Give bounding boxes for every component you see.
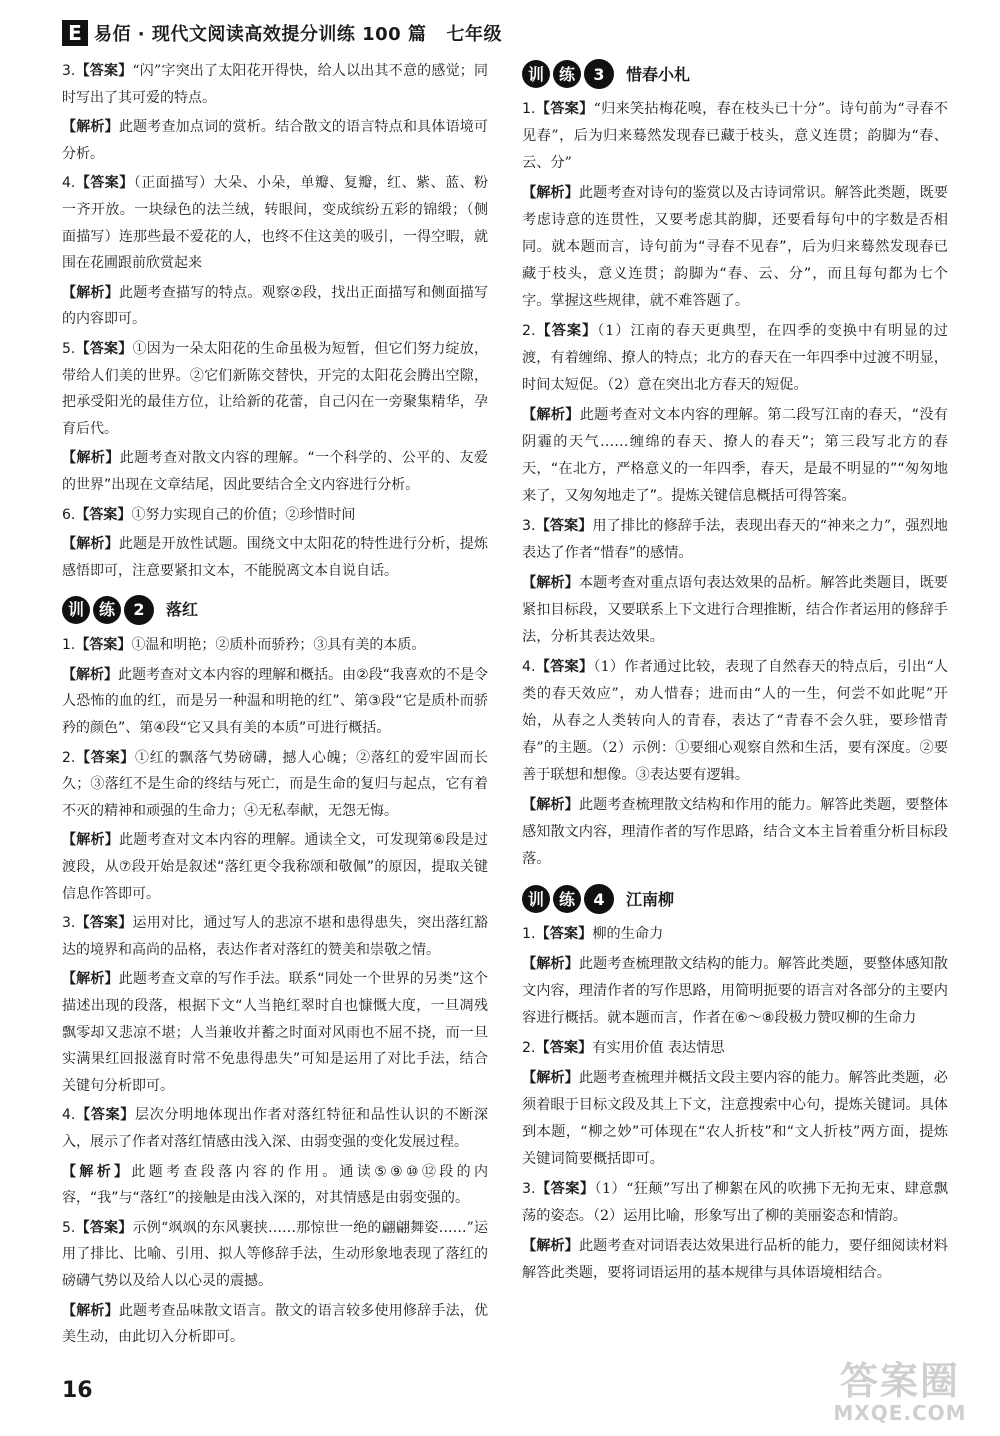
- answer-label: 【答案】: [535, 926, 593, 942]
- answer-label: 【答案】: [75, 1107, 136, 1124]
- analysis-text: 此题考查对文本内容的理解和概括。由②段“我喜欢的不是令人恐怖的血的红，而是另一种温和明艳的红”、第③段“它是质朴而骄矜的颜色”、第④段“它又具有美的本质”可进行概括。: [62, 666, 488, 737]
- answer-text: 示例“飒飒的东风裹挟……那惊世一绝的翩翩舞姿……”运用了排比、比喻、引用、拟人等修辞手法，生动形象地表现了落红的磅礴气势以及给人以心灵的震撼。: [62, 1219, 488, 1289]
- analysis-label: 【解析】: [62, 536, 119, 553]
- answer-paragraph: [522, 96, 948, 177]
- section-header: [522, 58, 948, 90]
- answer-label: 【答案】: [75, 63, 133, 79]
- answer-paragraph: [62, 336, 488, 442]
- analysis-paragraph: [522, 792, 948, 873]
- section-header: [522, 883, 948, 915]
- analysis-paragraph: [522, 1233, 948, 1287]
- question-number: 1.: [522, 101, 536, 117]
- analysis-paragraph: [62, 1159, 488, 1212]
- section-number-badge: 3: [584, 59, 614, 89]
- answer-text: 有实用价值 表达情思: [592, 1040, 725, 1056]
- answer-label: 【答案】: [535, 659, 594, 675]
- analysis-text: 本题考查对重点语句表达效果的品析。解答此类题目，既要紧扣目标段，又要联系上下文进行合理推断，结合作者运用的修辞手法，分析其表达效果。: [522, 575, 948, 645]
- analysis-paragraph: [62, 114, 488, 167]
- section-number-badge: 4: [584, 884, 614, 914]
- train-badge-1: 训: [522, 885, 550, 913]
- analysis-label: 【解析】: [522, 1238, 579, 1254]
- answer-paragraph: [522, 513, 948, 567]
- section-title: 江南柳: [626, 889, 675, 909]
- question-number: 4.: [62, 175, 76, 192]
- answer-text: ①红的飘落气势磅礴，撼人心魄；②落红的爱牢固而长久；③落红不是生命的终结与死亡，而是生命的复归与起点，它有着不灭的精神和顽强的生命力；④无私奉献，无怨无悔。: [62, 749, 489, 819]
- answer-label: 【答案】: [75, 1219, 133, 1236]
- answer-paragraph: [522, 1176, 948, 1230]
- answer-paragraph: [62, 502, 488, 529]
- analysis-text: 此题考查描写的特点。观察②段，找出正面描写和侧面描写的内容即可。: [62, 284, 488, 328]
- section-header: [62, 594, 488, 626]
- answer-text: （正面描写）大朵、小朵，单瓣、复瓣，红、紫、蓝、粉一齐开放。一块绿色的法兰绒，转眼间，变成缤纷五彩的锦缎；（侧面描写）连那些最不爱花的人，也终不住这美的吸引，一得空暇，就围在花圃跟前欣赏起来: [62, 175, 489, 272]
- analysis-text: 此题考查对文本内容的理解。第二段写江南的春天，“没有阴霾的天气……缠绵的春天、撩人的春天”；第三段写北方的春天，“在北方，严格意义的一年四季，春天，是最不明显的”“匆匆地来了，又匆匆地走了”。提炼关键信息概括可得答案。: [522, 407, 948, 504]
- page-number: 16: [62, 1378, 93, 1403]
- analysis-paragraph: [522, 180, 948, 315]
- analysis-text: 此题考查对文本内容的理解。通读全文，可发现第⑥段是过渡段，从⑦段开始是叙述“落红更令我称颂和敬佩”的原因，提取关键信息作答即可。: [62, 832, 488, 902]
- answer-label: 【答案】: [75, 915, 133, 932]
- analysis-paragraph: [62, 662, 488, 742]
- answer-label: 【答案】: [535, 101, 594, 117]
- analysis-label: 【解析】: [62, 119, 119, 136]
- train-badge-2: 练: [553, 885, 581, 913]
- analysis-paragraph: [62, 531, 488, 584]
- answer-text: 运用对比，通过写人的悲凉不堪和患得患失，突出落红豁达的境界和高尚的品格，表达作者对落红的赞美和崇敬之情。: [62, 915, 489, 958]
- analysis-label: 【解析】: [522, 797, 579, 813]
- analysis-label: 【解析】: [62, 971, 119, 988]
- answer-text: “归来笑拈梅花嗅，春在枝头已十分”。诗句前为“寻春不见春”，后为归来蓦然发现春已藏于枝头，意义连贯；韵脚为“春、云、分”: [522, 101, 948, 171]
- analysis-paragraph: [62, 827, 488, 907]
- analysis-paragraph: [522, 570, 948, 651]
- question-number: 1.: [522, 926, 536, 942]
- analysis-text: 此题考查文章的写作手法。联系“同处一个世界的另类”这个描述出现的段落，根据下文“人当艳红翠时自也慷慨大度，一旦凋残飘零却又悲凉不堪；人当兼收并蓄之时面对风雨也不屈不挠，而一旦实满果红回报滋育时常不免患得患失”可知是运用了对比手法，结合关键句分析即可。: [62, 971, 488, 1094]
- analysis-paragraph: [522, 402, 948, 510]
- answer-paragraph: [62, 910, 488, 963]
- question-number: 6.: [62, 506, 76, 523]
- answer-paragraph: [62, 1102, 488, 1155]
- answer-label: 【答案】: [75, 749, 136, 766]
- watermark: [810, 1360, 990, 1430]
- analysis-label: 【解析】: [62, 1163, 132, 1180]
- question-number: 1.: [62, 637, 76, 654]
- question-number: 3.: [522, 1181, 536, 1197]
- analysis-text: 此题考查对诗句的鉴赏以及古诗词常识。解答此类题，既要考虑诗意的连贯性，又要考虑其韵脚，还要看每句中的字数是否相同。就本题而言，诗句前为“寻春不见春”，后为归来蓦然发现春已藏于枝头，意义连贯；韵脚为“春、云、分”，而且每句都为七个字。掌握这些规律，就不难答题了。: [522, 185, 948, 309]
- section-title: 惜春小札: [626, 64, 691, 84]
- train-badge-2: 练: [553, 60, 581, 88]
- analysis-text: 此题考查加点词的赏析。结合散文的语言特点和具体语境可分析。: [62, 119, 488, 162]
- answer-paragraph: [62, 1215, 488, 1295]
- question-number: 5.: [62, 1219, 76, 1236]
- analysis-text: 此题考查对散文内容的理解。“一个科学的、公平的、友爱的世界”出现在文章结尾，因此要结合全文内容进行分析。: [62, 450, 488, 493]
- section-number-badge: 2: [124, 595, 154, 625]
- analysis-text: 此题考查梳理散文结构和作用的能力。解答此类题，要整体感知散文内容，理清作者的写作思路，结合文本主旨着重分析目标段落。: [522, 797, 948, 867]
- answer-label: 【答案】: [75, 637, 132, 654]
- analysis-paragraph: [522, 951, 948, 1032]
- analysis-label: 【解析】: [522, 185, 579, 201]
- answer-text: 柳的生命力: [592, 926, 664, 942]
- book-title: 易佰 · 现代文阅读高效提分训练 100 篇: [94, 24, 427, 45]
- answer-paragraph: [62, 170, 488, 276]
- question-number: 2.: [522, 323, 536, 339]
- answer-paragraph: [62, 58, 488, 111]
- question-number: 3.: [522, 518, 536, 534]
- analysis-text: 此题考查梳理散文结构的能力。解答此类题，要整体感知散文内容，理清作者的写作思路，用简明扼要的语言对各部分的主要内容进行概括。就本题而言，作者在⑥～⑧段极力赞叹柳的生命力: [522, 956, 948, 1026]
- answer-label: 【答案】: [535, 323, 598, 339]
- analysis-paragraph: [62, 966, 488, 1099]
- train-badge-1: 训: [522, 60, 550, 88]
- watermark-url: MXQE.COM: [833, 1401, 967, 1425]
- analysis-text: 此题是开放性试题。围绕文中太阳花的特性进行分析，提炼感悟即可，注意要紧扣文本，不能脱离文本自说自话。: [62, 536, 488, 579]
- analysis-text: 此题考查段落内容的作用。通读⑤⑨⑩⑫段的内容，“我”与“落红”的接触是由浅入深的，对其情感是由弱变强的。: [62, 1163, 488, 1207]
- analysis-label: 【解析】: [522, 575, 579, 591]
- answer-paragraph: [522, 654, 948, 789]
- answer-paragraph: [522, 1035, 948, 1062]
- analysis-paragraph: [62, 445, 488, 498]
- section-title: 落红: [166, 599, 199, 619]
- question-number: 2.: [522, 1040, 536, 1056]
- brand-logo: E: [62, 20, 88, 46]
- analysis-paragraph: [62, 1298, 488, 1351]
- analysis-paragraph: [62, 280, 488, 333]
- answer-label: 【答案】: [75, 175, 134, 192]
- answer-text: ①因为一朵太阳花的生命虽极为短暂，但它们努力绽放，带给人们美的世界。②它们新陈交替快，开完的太阳花会腾出空隙，把承受阳光的最佳方位，让给新的花蕾，自己闪在一旁聚集精华，孕育后代。: [62, 340, 489, 437]
- analysis-label: 【解析】: [522, 956, 579, 972]
- answer-paragraph: [522, 921, 948, 948]
- answer-text: （1）“狂颠”写出了柳絮在风的吹拂下无拘无束、肆意飘荡的姿态。（2）运用比喻，形象写出了柳的美丽姿态和情韵。: [522, 1181, 948, 1224]
- analysis-text: 此题考查对词语表达效果进行品析的能力，要仔细阅读材料解答此类题，要将词语运用的基本规律与具体语境相结合。: [522, 1238, 948, 1281]
- answer-paragraph: [62, 745, 488, 825]
- analysis-text: 此题考查品味散文语言。散文的语言较多使用修辞手法，优美生动，由此切入分析即可。: [62, 1302, 488, 1346]
- analysis-label: 【解析】: [62, 450, 120, 467]
- question-number: 5.: [62, 340, 76, 357]
- answer-text: 层次分明地体现出作者对落红特征和品性认识的不断深入，展示了作者对落红情感由浅入深、由弱变强的变化发展过程。: [62, 1107, 489, 1150]
- answer-label: 【答案】: [75, 340, 133, 357]
- analysis-paragraph: [522, 1065, 948, 1173]
- grade-label: 七年级: [446, 24, 502, 45]
- page-header: [62, 18, 502, 48]
- analysis-label: 【解析】: [62, 284, 120, 301]
- question-number: 4.: [522, 659, 536, 675]
- question-number: 3.: [62, 63, 76, 79]
- answer-label: 【答案】: [535, 1040, 593, 1056]
- answer-text: （1）作者通过比较，表现了自然春天的特点后，引出“人类的春天效应”，劝人惜春；进而由“人的一生，何尝不如此呢”开始，从春之人类转向人的青春，表达了“青春不会久驻，要珍惜青春”的主题。（2）示例：①要细心观察自然和生活，要有深度。②要善于联想和想像。③表达要有逻辑。: [522, 659, 948, 783]
- answer-label: 【答案】: [535, 1181, 595, 1197]
- analysis-label: 【解析】: [62, 832, 120, 849]
- analysis-label: 【解析】: [62, 666, 119, 683]
- analysis-text: 此题考查梳理并概括文段主要内容的能力。解答此类题，必须着眼于目标文段及其上下文，注意搜索中心句，提炼关键词。具体到本题，“柳之妙”可体现在“农人折枝”和“文人折枝”两方面，提炼关键词简要概括即可。: [522, 1070, 948, 1167]
- train-badge-1: 训: [62, 596, 90, 624]
- answer-label: 【答案】: [535, 518, 593, 534]
- analysis-label: 【解析】: [522, 1070, 579, 1086]
- answer-text: （1）江南的春天更典型，在四季的变换中有明显的过渡，有着缠绵、撩人的特点；北方的春天在一年四季中过渡不明显，时间太短促。（2）意在突出北方春天的短促。: [522, 323, 948, 393]
- answer-paragraph: [62, 632, 488, 659]
- answer-text: ①温和明艳；②质朴而骄矜；③具有美的本质。: [131, 637, 426, 654]
- question-number: 2.: [62, 749, 76, 766]
- question-number: 3.: [62, 915, 76, 932]
- analysis-label: 【解析】: [62, 1302, 119, 1319]
- watermark-logo-text: 答案圈: [839, 1359, 960, 1403]
- analysis-label: 【解析】: [522, 407, 580, 423]
- question-number: 4.: [62, 1107, 76, 1124]
- answer-label: 【答案】: [75, 506, 132, 523]
- answer-paragraph: [522, 318, 948, 399]
- right-column: [522, 58, 948, 1290]
- left-column: [62, 58, 488, 1354]
- answer-text: ①努力实现自己的价值；②珍惜时间: [131, 506, 356, 523]
- answer-text: “闪”字突出了太阳花开得快，给人以出其不意的感觉；同时写出了其可爱的特点。: [62, 63, 488, 106]
- answer-text: 用了排比的修辞手法，表现出春天的“神来之力”，强烈地表达了作者“惜春”的感情。: [522, 518, 948, 561]
- train-badge-2: 练: [93, 596, 121, 624]
